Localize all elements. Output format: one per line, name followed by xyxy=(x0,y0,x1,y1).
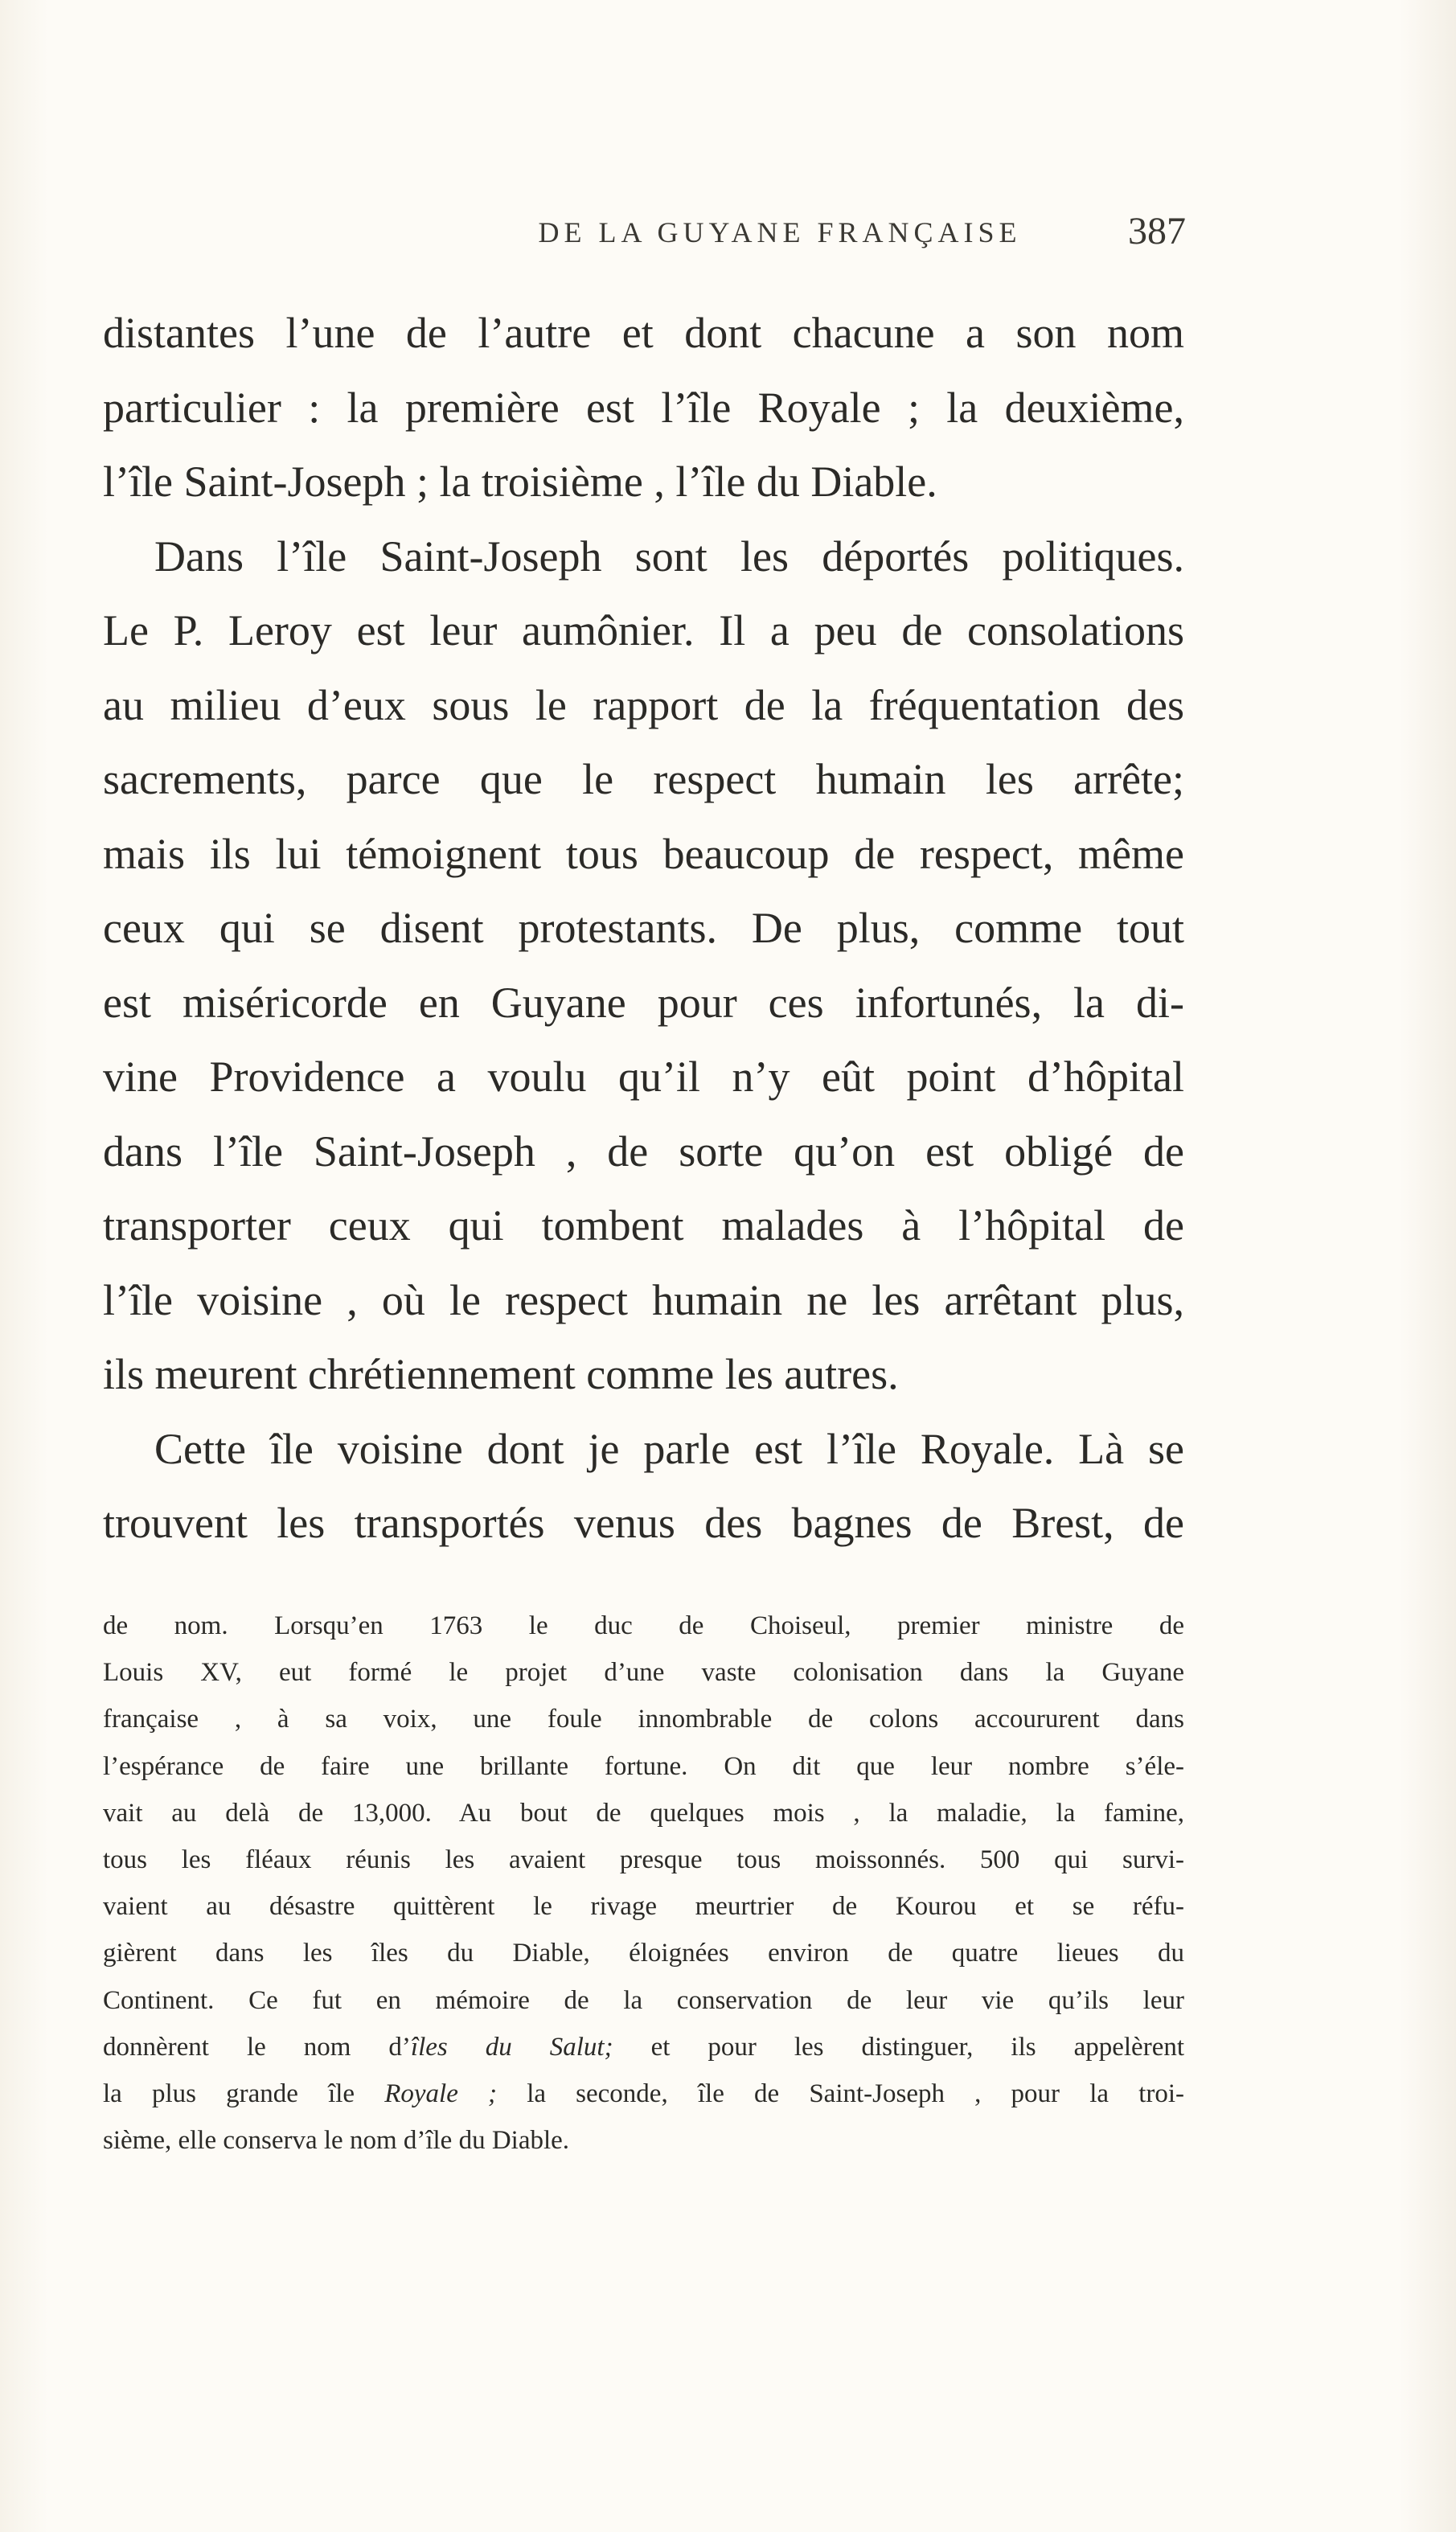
body-line: l’île voisine , où le respect humain ne les arrêtant plus, xyxy=(103,1275,1184,1324)
footnote-line: l’espérance de faire une brillante fortune. On dit que leur nombre s’éle- xyxy=(103,1751,1184,1781)
footnote-line: gièrent dans les îles du Diable, éloignées environ de quatre lieues du xyxy=(103,1939,1184,1968)
footnote-text: la plus grande île xyxy=(103,2079,385,2108)
footnote-italic: îles du Salut; xyxy=(410,2032,613,2062)
footnote-text: la seconde, île de Saint-Joseph , pour la troi- xyxy=(497,2079,1185,2108)
footnote-line: sième, elle conserva le nom d’île du Diable. xyxy=(103,2126,570,2156)
footnote-text: donnèrent le nom d’ xyxy=(103,2032,411,2062)
main-text xyxy=(103,296,1184,1561)
body-line: trouvent les transportés venus des bagnes de Brest, de xyxy=(103,1499,1184,1547)
footnote xyxy=(103,1603,1184,2164)
footnote-text: et pour les distinguer, ils appelèrent xyxy=(613,2032,1185,2062)
footnote-line: vait au delà de 13,000. Au bout de quelques mois , la maladie, la famine, xyxy=(103,1798,1184,1828)
body-line: ceux qui se disent protestants. De plus, comme tout xyxy=(103,904,1184,952)
footnote-line: Louis XV, eut formé le projet d’une vaste colonisation dans la Guyane xyxy=(103,1658,1184,1688)
body-line: sacrements, parce que le respect humain les arrête; xyxy=(103,755,1184,803)
footnote-line: vaient au désastre quittèrent le rivage meurtrier de Kourou et se réfu- xyxy=(103,1892,1184,1922)
page-number: 387 xyxy=(1128,210,1186,252)
body-line: mais ils lui témoignent tous beaucoup de respect, même xyxy=(103,829,1184,878)
body-line: est miséricorde en Guyane pour ces infortunés, la di- xyxy=(103,978,1184,1027)
footnote-italic: Royale ; xyxy=(384,2079,498,2108)
body-line: distantes l’une de l’autre et dont chacune a son nom xyxy=(103,309,1184,357)
body-line: l’île Saint-Joseph ; la troisième , l’île du Diable. xyxy=(103,458,937,506)
body-line: au milieu d’eux sous le rapport de la fréquentation des xyxy=(103,680,1184,729)
body-line: particulier : la première est l’île Royale ; la deuxième, xyxy=(103,383,1184,432)
body-line: vine Providence a voulu qu’il n’y eût point d’hôpital xyxy=(103,1053,1184,1101)
footnote-line-mixed xyxy=(103,2024,1184,2070)
running-head: DE LA GUYANE FRANÇAISE xyxy=(538,216,1022,248)
body-line: Cette île voisine dont je parle est l’île Royale. Là se xyxy=(154,1424,1184,1473)
body-line: ils meurent chrétiennement comme les autres. xyxy=(103,1350,899,1398)
footnote-line: tous les fléaux réunis les avaient presque tous moissonnés. 500 qui survi- xyxy=(103,1845,1184,1874)
footnote-line: Continent. Ce fut en mémoire de la conservation de leur vie qu’ils leur xyxy=(103,1985,1184,2015)
body-line: dans l’île Saint-Joseph , de sorte qu’on est obligé de xyxy=(103,1126,1184,1176)
body-line: Le P. Leroy est leur aumônier. Il a peu de consolations xyxy=(103,606,1184,655)
footnote-line: de nom. Lorsqu’en 1763 le duc de Choiseul, premier ministre de xyxy=(103,1611,1184,1640)
footnote-line: française , à sa voix, une foule innombrable de colons accoururent dans xyxy=(103,1705,1184,1734)
footnote-line-mixed xyxy=(103,2070,1184,2117)
body-line: Dans l’île Saint-Joseph sont les déportés politiques. xyxy=(154,531,1184,581)
body-line: transporter ceux qui tombent malades à l’hôpital de xyxy=(103,1201,1184,1250)
